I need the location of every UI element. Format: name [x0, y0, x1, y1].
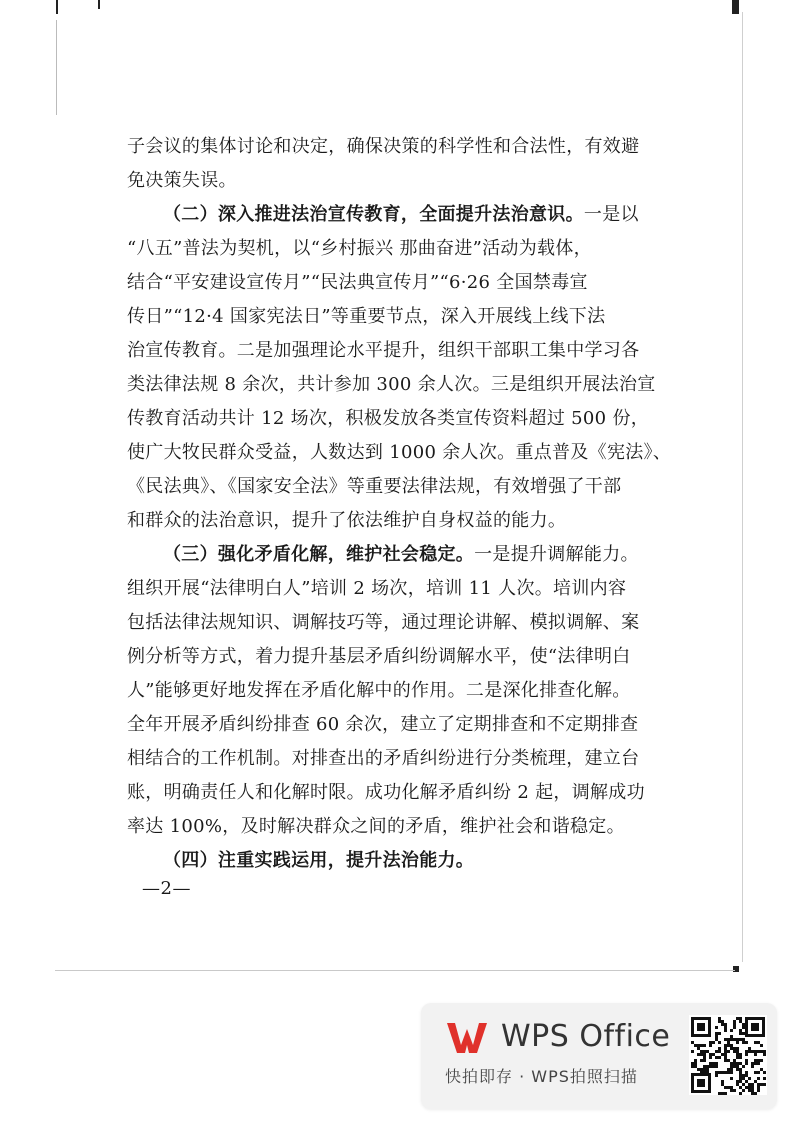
section-heading-line	[127, 844, 667, 878]
scan-mark-top-right	[732, 0, 739, 14]
body-line: 结合“平安建设宣传月”“民法典宣传月”“6·26 全国禁毒宣	[127, 272, 588, 293]
section-heading: （二）深入推进法治宣传教育，全面提升法治意识。	[163, 204, 584, 225]
scan-mark-right-edge	[742, 12, 743, 962]
page-number: —2—	[142, 878, 191, 899]
body-line: 组织开展“法律明白人”培训 2 场次，培训 11 人次。培训内容	[127, 578, 627, 599]
body-line: 子会议的集体讨论和决定，确保决策的科学性和合法性，有效避	[127, 136, 640, 157]
wps-watermark-badge	[421, 1003, 777, 1109]
document-body	[127, 130, 672, 878]
body-line: 传日”“12·4 国家宪法日”等重要节点，深入开展线上线下法	[127, 306, 606, 327]
section-heading: （四）注重实践运用，提升法治能力。	[163, 850, 475, 871]
body-line: 使广大牧民群众受益，人数达到 1000 余人次。重点普及《宪法》、	[127, 442, 672, 463]
wps-slogan: 快拍即存 · WPS拍照扫描	[445, 1067, 638, 1086]
body-line: 人”能够更好地发挥在矛盾化解中的作用。二是深化排查化解。	[127, 680, 631, 701]
qr-code-icon	[689, 1015, 767, 1095]
body-line: 相结合的工作机制。对排查出的矛盾纠纷进行分类梳理，建立台	[127, 748, 640, 769]
body-line: 类法律法规 8 余次，共计参加 300 余人次。三是组织开展法治宣	[127, 374, 656, 395]
body-line: 例分析等方式，着力提升基层矛盾纠纷调解水平，使“法律明白	[127, 646, 631, 667]
scan-mark-bottom-right	[733, 966, 739, 972]
body-line: 治宣传教育。二是加强理论水平提升，组织干部职工集中学习各	[127, 340, 640, 361]
body-line: 传教育活动共计 12 场次，积极发放各类宣传资料超过 500 份，	[127, 408, 650, 429]
body-line: 账，明确责任人和化解时限。成功化解矛盾纠纷 2 起，调解成功	[127, 782, 645, 803]
section-heading-line	[127, 538, 667, 572]
body-line: “八五”普法为契机，以“乡村振兴 那曲奋进”活动为载体，	[127, 238, 592, 259]
scan-mark-top-left	[56, 0, 58, 14]
body-line: 和群众的法治意识，提升了依法维护自身权益的能力。	[127, 510, 567, 531]
scan-mark-left-edge	[56, 20, 57, 115]
body-line: 率达 100%，及时解决群众之间的矛盾，维护社会和谐稳定。	[127, 816, 625, 837]
body-line: 全年开展矛盾纠纷排查 60 余次，建立了定期排查和不定期排查	[127, 714, 639, 735]
scan-mark-top-left-short	[98, 0, 100, 9]
body-line: 免决策失误。	[127, 170, 237, 191]
body-line: 《民法典》、《国家安全法》等重要法律法规，有效增强了干部	[127, 476, 622, 497]
section-heading: （三）强化矛盾化解，维护社会稳定。	[163, 544, 475, 565]
body-line: 一是提升调解能力。	[474, 544, 639, 565]
wps-brand-name: WPS Office	[501, 1019, 671, 1054]
page-bottom-divider	[55, 970, 735, 971]
body-line: 包括法律法规知识、调解技巧等，通过理论讲解、模拟调解、案	[127, 612, 640, 633]
body-line: 一是以	[583, 204, 639, 225]
wps-w-logo-icon	[445, 1017, 489, 1057]
section-heading-line	[127, 198, 667, 232]
